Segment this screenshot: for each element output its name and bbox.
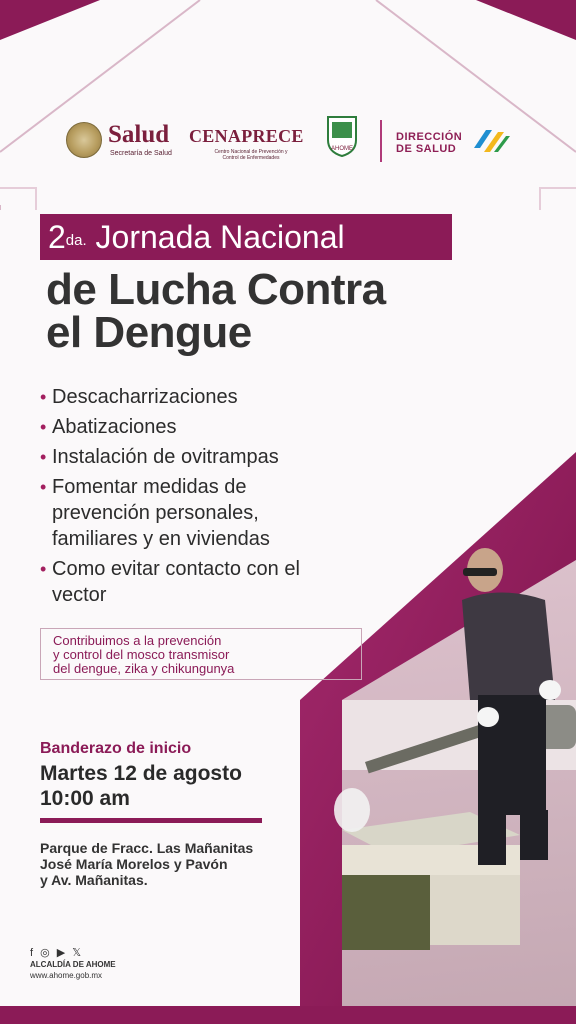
event-datetime: [40, 761, 242, 811]
title-line2: de Lucha Contra: [46, 265, 386, 314]
event-label: Banderazo de inicio: [40, 740, 192, 757]
bottom-bar: [0, 1006, 576, 1024]
title-line1: $2^{da.}$ Jornada Nacional: [48, 219, 345, 255]
social-icons: f ◎ ▶ 𝕏: [30, 947, 84, 959]
salud-subtitle: Secretaría de Salud: [110, 150, 172, 157]
salud-logo: Salud: [108, 121, 170, 148]
title-line3: el Dengue: [46, 308, 252, 357]
org-name: ALCALDÍA DE AHOME: [30, 960, 116, 969]
direccion-salud-mark-icon: [472, 126, 510, 156]
logos-bar: [66, 112, 516, 168]
title-main: [46, 265, 386, 357]
cenaprece-logo: CENAPRECE: [189, 126, 304, 146]
contribution-box: [40, 628, 362, 680]
direccion-line1: DIRECCIÓN: [396, 131, 463, 143]
cenaprece-subtitle: Centro Nacional de Prevención y Control de Enfermedades: [214, 149, 288, 161]
ahome-shield-icon: [325, 114, 359, 158]
logo-separator: [380, 120, 382, 162]
direccion-de-salud-logo: [396, 131, 462, 155]
svg-text:AHOME: AHOME: [330, 146, 354, 152]
event-divider: [40, 818, 262, 823]
mexico-seal-icon: [66, 122, 102, 158]
list-item: • Descacharrizaciones: [40, 384, 340, 410]
event-location: Parque de Fracc. Las Mañanitas José María Morelos y Pavón y Av. Mañanitas.: [40, 840, 254, 888]
event-date: Martes 12 de agosto: [40, 762, 242, 785]
title-banner: [40, 214, 452, 260]
list-item: • Fomentar medidas de prevención personales, familiares y en viviendas: [40, 474, 340, 552]
website-link[interactable]: www.ahome.gob.mx: [30, 971, 103, 980]
list-item: • Instalación de ovitrampas: [40, 444, 340, 470]
event-time: 10:00 am: [40, 787, 130, 810]
direccion-line2: DE SALUD: [396, 143, 457, 155]
activities-list: [40, 384, 340, 612]
list-item: • Como evitar contacto con el vector: [40, 556, 340, 608]
contribution-text: Contribuimos a la prevención y control del mosco transmisor del dengue, zika y chikungunya: [53, 633, 235, 676]
list-item: • Abatizaciones: [40, 414, 340, 440]
